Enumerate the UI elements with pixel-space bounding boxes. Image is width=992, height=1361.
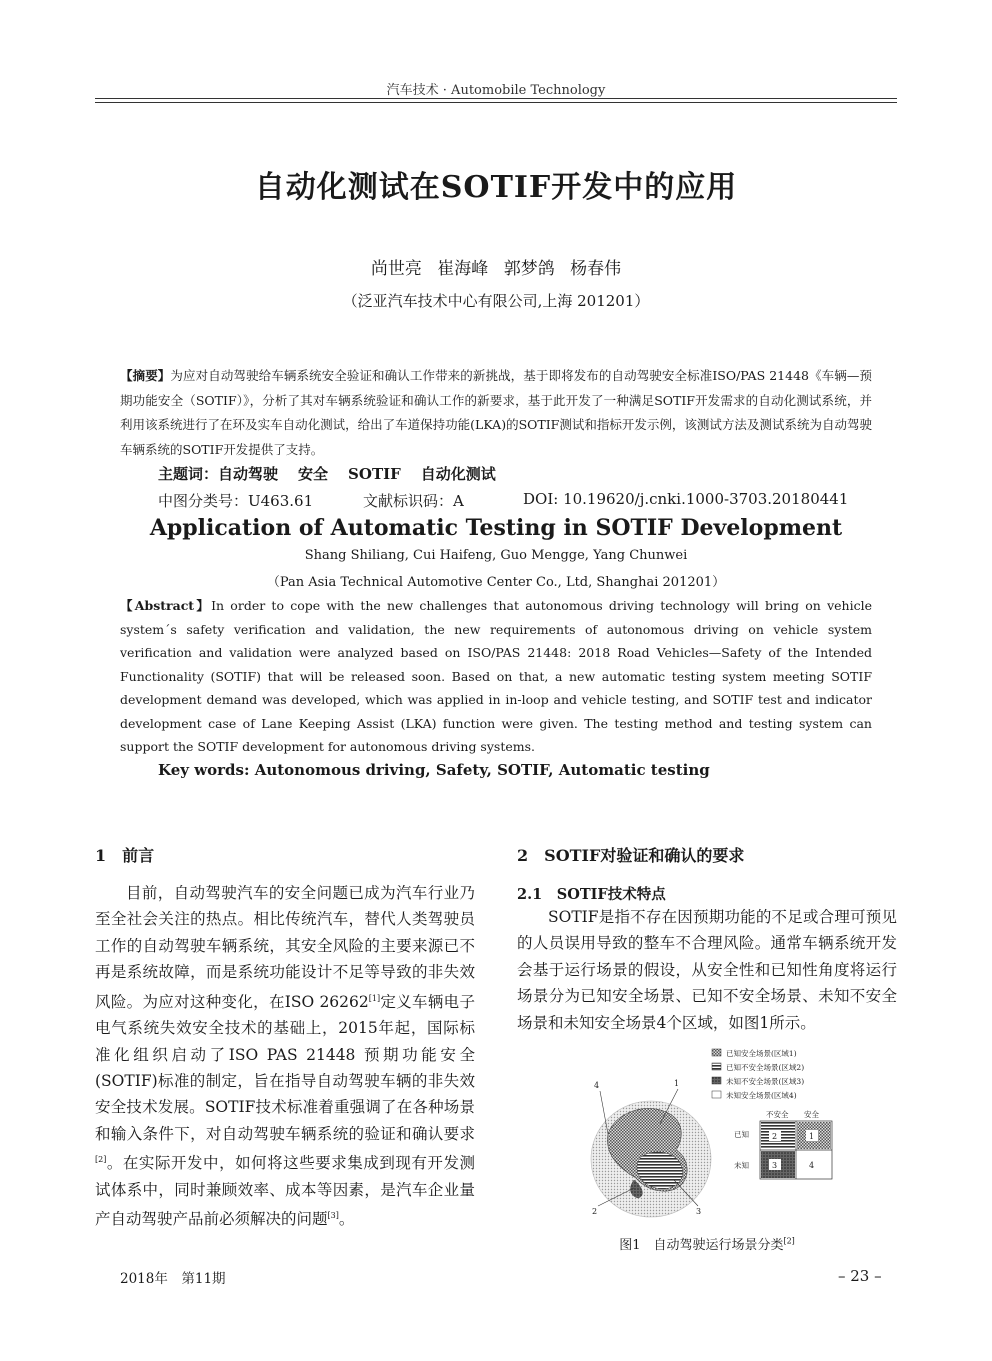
scenario-quadrant — [734, 1109, 832, 1179]
abstract-cn-label: 【摘要】 — [120, 368, 171, 383]
legend-label: 已知安全场景(区域1) — [726, 1049, 797, 1058]
region-number: 1 — [674, 1079, 680, 1088]
affiliation: （泛亚汽车技术中心有限公司,上海 201201） — [342, 292, 650, 310]
paragraph-text: 。 — [338, 1210, 355, 1229]
running-header: 汽车技术 · Automobile Technology — [386, 83, 606, 98]
quadrant-row-label: 未知 — [734, 1161, 749, 1170]
keywords-en: Key words: Autonomous driving, Safety, SOTIF, Automatic testing — [158, 761, 710, 779]
figure-caption — [517, 1234, 897, 1253]
quadrant-col-label: 不安全 — [766, 1110, 789, 1119]
legend-label: 已知不安全场景(区域2) — [726, 1063, 805, 1072]
quadrant-cell-label: 3 — [772, 1161, 778, 1170]
region-number: 2 — [592, 1207, 598, 1216]
citation-ref: [3] — [327, 1211, 339, 1221]
affiliation-en: （Pan Asia Technical Automotive Center Co., Ltd, Shanghai 201201） — [266, 575, 726, 590]
section1-paragraph — [95, 880, 475, 1233]
clc-number: 中图分类号：U463.61 — [158, 492, 314, 510]
region-number: 4 — [594, 1081, 600, 1090]
section-heading: 2 SOTIF对验证和确认的要求 — [517, 846, 745, 865]
section2-paragraph: SOTIF是指不存在因预期功能的不足或合理可预见的人员误用导致的整车不合理风险。通常车辆系统开发会基于运行场景的假设，从安全性和已知性角度将运行场景分为已知安全场景、已知不安全场景、未知不安全场景和未知安全场景4个区域，如图1所示。 — [517, 908, 897, 1032]
citation-ref: [1] — [368, 993, 381, 1003]
header-rule — [95, 98, 897, 99]
legend-label: 未知不安全场景(区域3) — [726, 1077, 805, 1086]
paragraph-text: 目前，自动驾驶汽车的安全问题已成为汽车行业乃至全社会关注的热点。相比传统汽车，替代人类驾驶员工作的自动驾驶车辆系统，其安全风险的主要来源已不再是系统故障，而是系统功能设计不足等导致的非失效风险。为应对这种变化，在ISO 26262 — [95, 884, 475, 1011]
quadrant-row-label: 已知 — [734, 1130, 749, 1139]
doi: DOI: 10.19620/j.cnki.1000-3703.20180441 — [523, 490, 849, 508]
abstract-en — [120, 594, 872, 759]
citation-ref: [2] — [95, 1155, 107, 1165]
keywords-cn — [158, 463, 516, 484]
header-rule-thin — [95, 102, 897, 103]
section-heading: 1 前言 — [95, 846, 155, 865]
abstract-en-text: In order to cope with the new challenges that autonomous driving technology will bring on vehicle system´s safety verification and validation, the new requirements of autonomous driving on vehicle system verification and validation were analyzed based on ISO/PAS 21448: 2018 Road Vehicles—Safety of the Intended Functionality (SOTIF) that will be released soon. Based on that, a new automatic testing system meeting SOTIF development demand was developed, which was applied in in-loop and vehicle testing, and SOTIF test and indicator development case of Lane Keeping Assist (LKA) function were given. The testing method and testing system can support the SOTIF development for autonomous driving systems. — [120, 598, 872, 754]
page-number: – 23 – — [838, 1267, 882, 1285]
abstract-en-label: 【Abstract】 — [120, 598, 212, 613]
paper-title-en: Application of Automatic Testing in SOTIF Development — [149, 515, 843, 541]
keywords-cn-label: 主题词： — [158, 465, 219, 483]
quadrant-col-label: 安全 — [804, 1110, 819, 1119]
keyword: 安全 — [298, 465, 329, 483]
keyword: 自动化测试 — [420, 465, 496, 483]
scenario-circle-diagram — [591, 1079, 711, 1217]
document-code: 文献标识码：A — [363, 492, 464, 510]
paragraph-text: 定义车辆电子电气系统失效安全技术的基础上，2015年起，国际标准化组织启动了ISO PAS 21448 预期功能安全(SOTIF)标准的制定，旨在指导自动驾驶车辆的非失效安全技术发展。SOTIF技术标准着重强调了在各种场景和输入条件下，对自动驾驶车辆系统的验证和确认要求 — [95, 992, 475, 1143]
figure-legend — [712, 1048, 804, 1100]
paragraph-text: 。在实际开发中，如何将这些要求集成到现有开发测试体系中，同时兼顾效率、成本等因素，是汽车企业量产自动驾驶产品前必须解决的问题 — [95, 1154, 475, 1229]
keyword: 自动驾驶 — [218, 465, 279, 483]
citation-ref: [2] — [783, 1236, 795, 1246]
authors: 尚世亮 崔海峰 郭梦鸽 杨春伟 — [370, 259, 622, 279]
scenario-figure — [586, 1044, 846, 1224]
paper-title: 自动化测试在SOTIF开发中的应用 — [254, 170, 738, 205]
issue-info: 2018年 第11期 — [120, 1271, 226, 1287]
authors-en: Shang Shiliang, Cui Haifeng, Guo Mengge, Yang Chunwei — [304, 548, 688, 563]
quadrant-cell-label: 1 — [809, 1132, 815, 1141]
keyword: SOTIF — [348, 465, 401, 483]
quadrant-cell-label: 2 — [772, 1132, 778, 1141]
legend-label: 未知安全场景(区域4) — [726, 1091, 797, 1100]
caption-text: 图1 自动驾驶运行场景分类 — [619, 1238, 784, 1253]
quadrant-cell-label: 4 — [809, 1161, 815, 1170]
abstract-cn-text: 为应对自动驾驶给车辆系统安全验证和确认工作带来的新挑战，基于即将发布的自动驾驶安全标准ISO/PAS 21448《车辆—预期功能安全（SOTIF）》，分析了其对车辆系统验证和确认工作的新要求，基于此开发了一种满足SOTIF开发需求的自动化测试系统，并利用该系统进行了在环及实车自动化测试，给出了车道保持功能(LKA)的SOTIF测试和指标开发示例，该测试方法及测试系统为自动驾驶车辆系统的SOTIF开发提供了支持。 — [120, 368, 872, 457]
abstract-cn — [120, 364, 872, 462]
region-number: 3 — [696, 1207, 702, 1216]
subsection-heading: 2.1 SOTIF技术特点 — [517, 886, 666, 903]
